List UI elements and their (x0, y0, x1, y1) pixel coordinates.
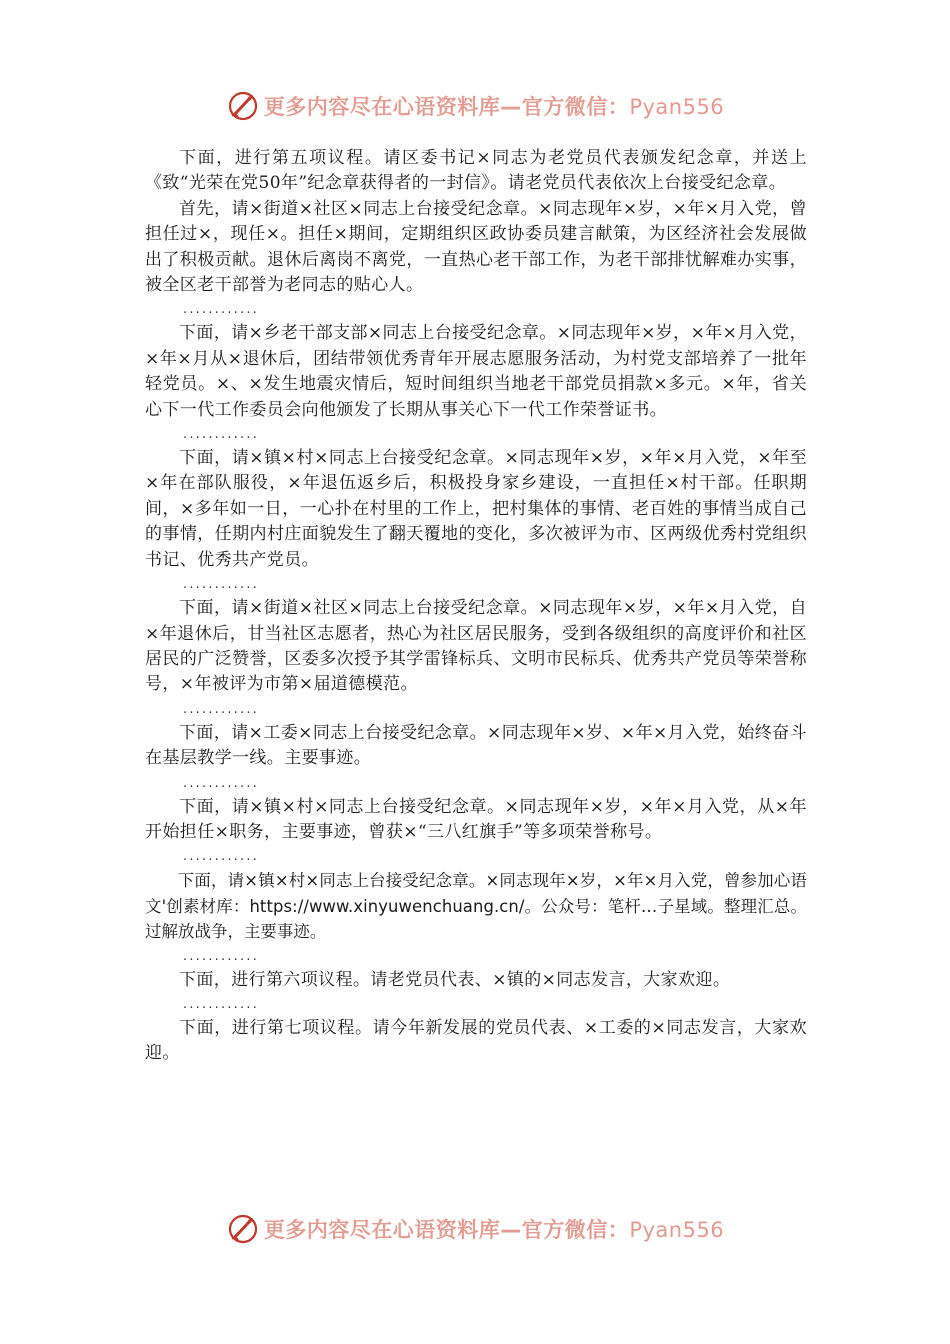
separator-dots: ............ (183, 948, 259, 964)
paragraph: 下面，请×乡老干部支部×同志上台接受纪念章。×同志现年×岁，×年×月入党，×年×月从×退休后，团结带领优秀青年开展志愿服务活动，为村党支部培养了一批年轻党员。×、×发生地震灾情后，短时间组织当地老干部党员捐款×多元。×年，省关心下一代工作委员会向他颁发了长期从事关心下一代工作荣誉证书。 (145, 323, 807, 420)
paragraph: 下面，请×镇×村×同志上台接受纪念章。×同志现年×岁，×年×月入党，曾参加心语文'创素材库：https://www.xinyuwenchuang.cn/。公众号：笔杆…子星域。整理汇总。过解放战争，主要事迹。 (145, 871, 807, 942)
pen-logo-icon (226, 89, 260, 123)
pen-logo-icon (226, 1212, 260, 1246)
separator-dots: ............ (183, 302, 259, 318)
separator-dots: ............ (183, 996, 259, 1012)
header-banner-text: 更多内容尽在心语资料库—官方微信：Pyan556 (263, 95, 725, 119)
paragraph: 下面，请×街道×社区×同志上台接受纪念章。×同志现年×岁，×年×月入党，自×年退休后，甘当社区志愿者，热心为社区居民服务，受到各级组织的高度评价和社区居民的广泛赞誉，区委多次授予其学雷锋标兵、文明市民标兵、优秀共产党员等荣誉称号，×年被评为市第×届道德模范。 (145, 598, 807, 695)
paragraph: 下面，进行第五项议程。请区委书记×同志为老党员代表颁发纪念章，并送上《致“光荣在党50年”纪念章获得者的一封信》。请老党员代表依次上台接受纪念章。 (145, 148, 807, 194)
document-body (145, 146, 807, 1067)
paragraph: 下面，进行第六项议程。请老党员代表、×镇的×同志发言，大家欢迎。 (179, 969, 731, 990)
paragraph: 首先，请×街道×社区×同志上台接受纪念章。×同志现年×岁，×年×月入党，曾担任过×，现任×。担任×期间，定期组织区政协委员建言献策，为区经济社会发展做出了积极贡献。退休后离岗不离党，一直热心老干部工作，为老干部排忧解难办实事，被全区老干部誉为老同志的贴心人。 (145, 198, 807, 296)
separator-dots: ............ (183, 775, 259, 791)
separator-dots: ............ (183, 701, 259, 717)
footer-banner (0, 1209, 950, 1249)
paragraph: 下面，请×镇×村×同志上台接受纪念章。×同志现年×岁，×年×月入党，×年至×年在部队服役，×年退伍返乡后，积极投身家乡建设，一直担任×村干部。任职期间，×多年如一日，一心扑在村里的工作上，把村集体的事情、老百姓的事情当成自己的事情，任期内村庄面貌发生了翻天覆地的变化，多次被评为市、区两级优秀村党组织书记、优秀共产党员。 (145, 448, 807, 570)
header-banner (0, 86, 950, 126)
paragraph: 下面，请×镇×村×同志上台接受纪念章。×同志现年×岁，×年×月入党，从×年开始担任×职务，主要事迹，曾获×“三八红旗手”等多项荣誉称号。 (145, 796, 807, 842)
paragraph: 下面，请×工委×同志上台接受纪念章。×同志现年×岁、×年×月入党，始终奋斗在基层教学一线。主要事迹。 (145, 722, 807, 769)
paragraph: 下面，进行第七项议程。请今年新发展的党员代表、×工委的×同志发言，大家欢迎。 (145, 1017, 807, 1064)
separator-dots: ............ (183, 849, 259, 865)
footer-banner-text: 更多内容尽在心语资料库—官方微信：Pyan556 (263, 1218, 725, 1242)
separator-dots: ............ (183, 427, 259, 443)
separator-dots: ............ (183, 577, 259, 593)
